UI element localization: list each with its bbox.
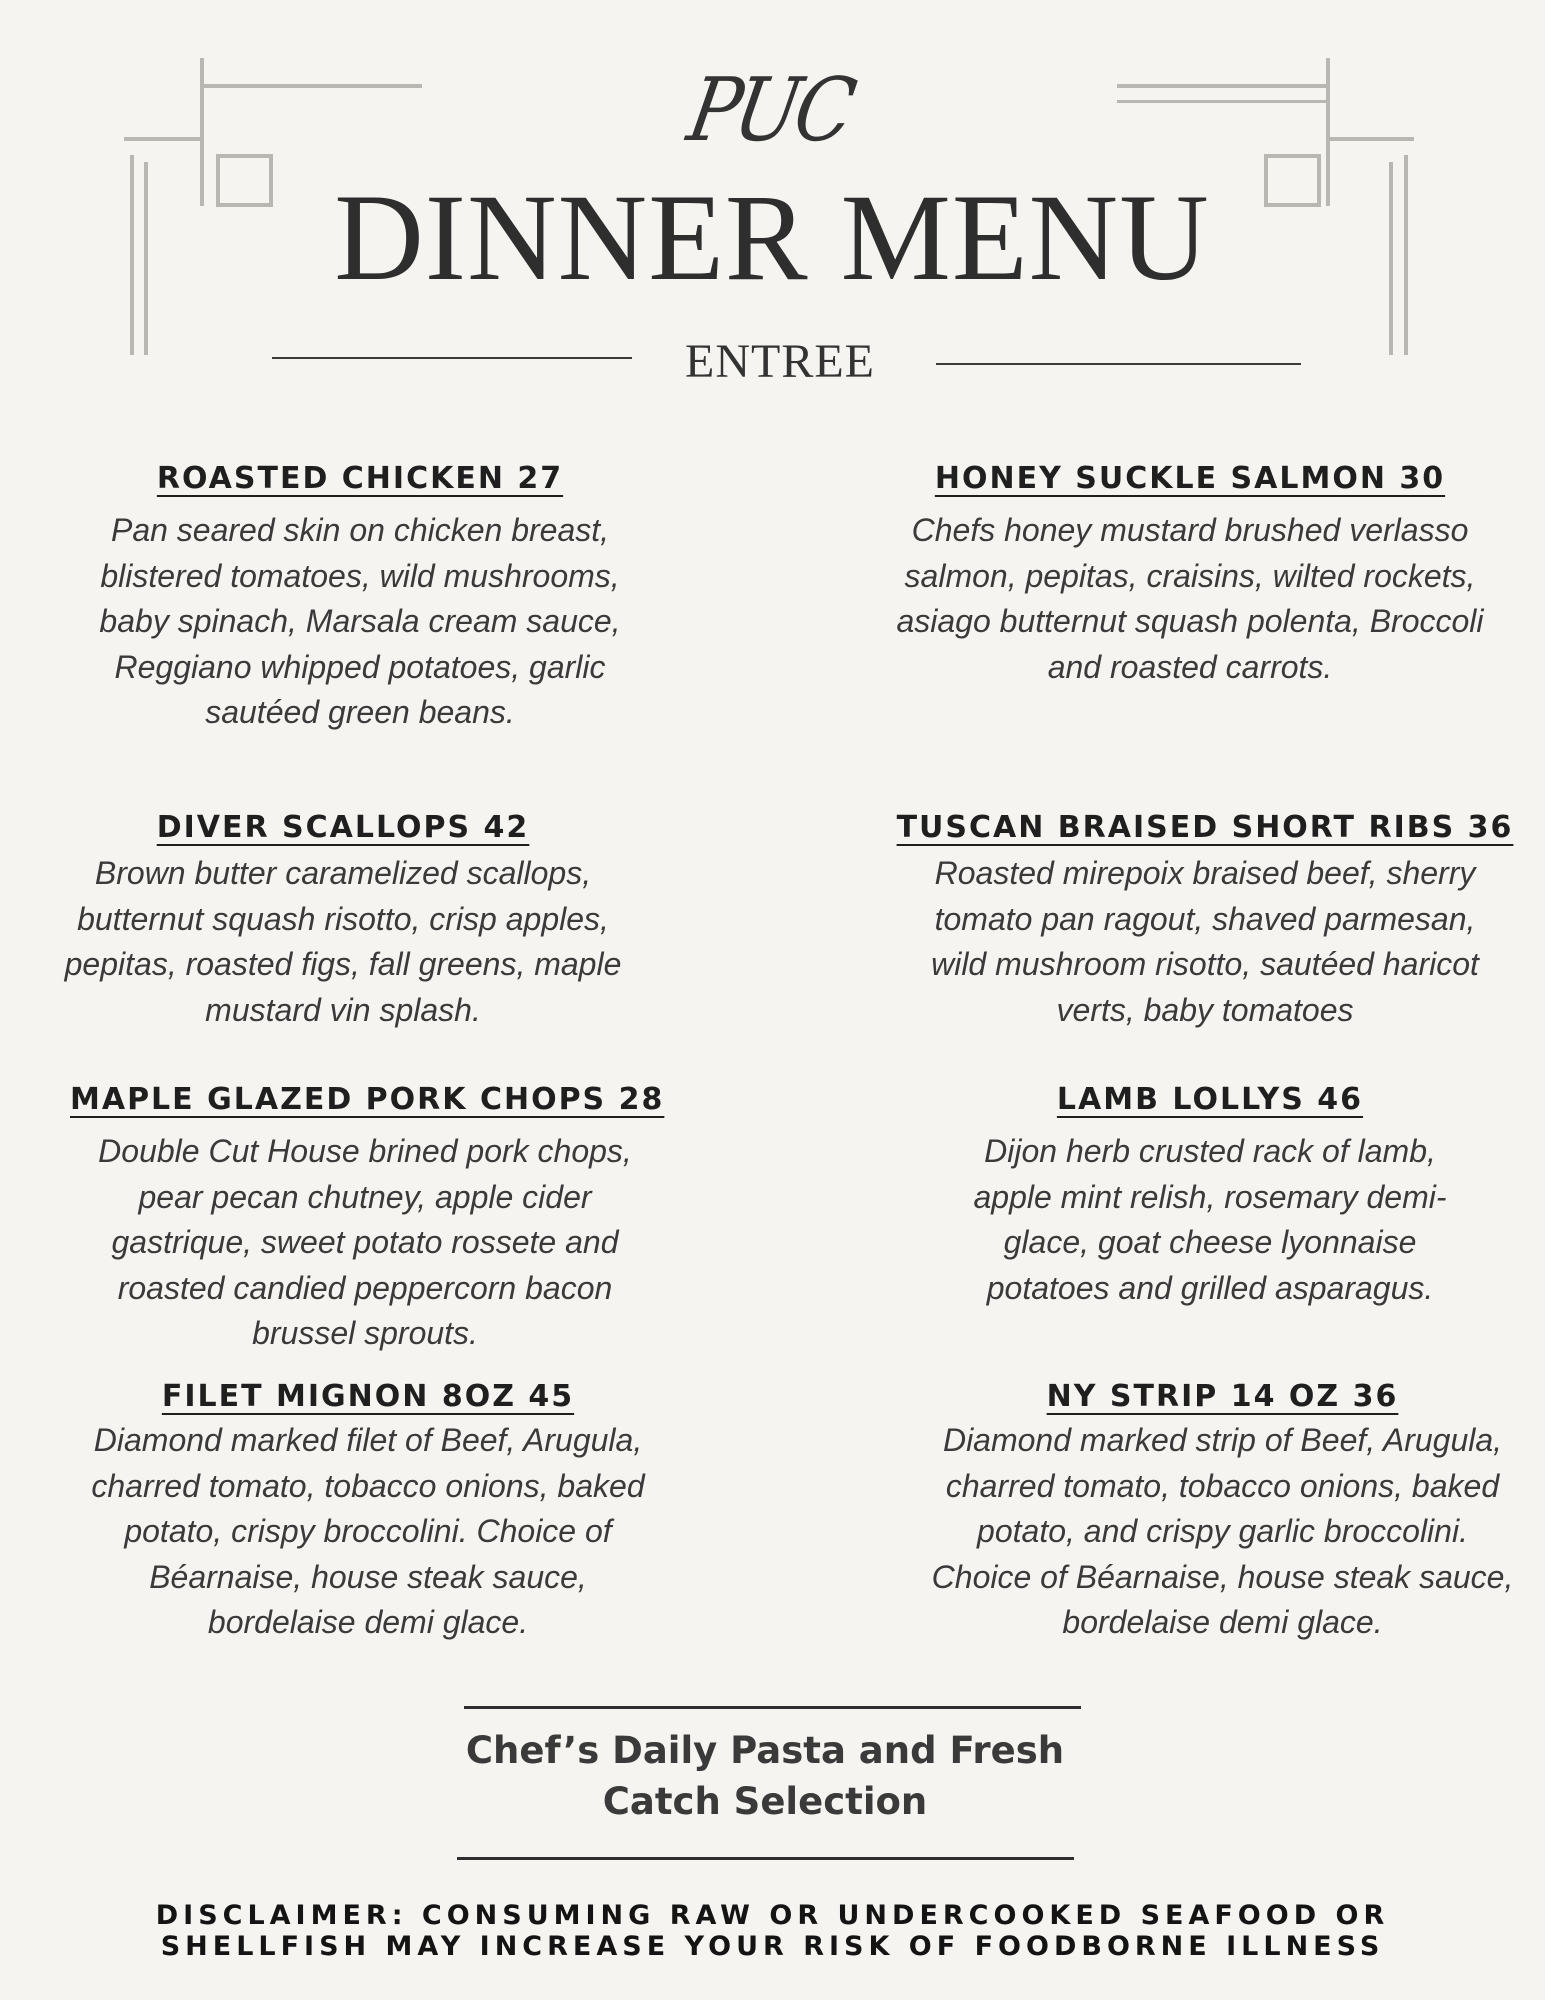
menu-item-description: Double Cut House brined pork chops, pear pecan chutney, apple cider gastrique, sweet potato rossete and roasted candied peppercorn bacon brussel sprouts.: [98, 1133, 632, 1351]
menu-item-name: DIVER SCALLOPS 42: [156, 810, 530, 845]
menu-item-filet-mignon: [73, 1378, 663, 1646]
menu-item-description: Pan seared skin on chicken breast, blistered tomatoes, wild mushrooms, baby spinach, Marsala cream sauce, Reggiano whipped potatoes, garlic sautéed green beans.: [99, 512, 621, 730]
menu-item-name: TUSCAN BRAISED SHORT RIBS 36: [896, 810, 1514, 845]
menu-item-name: NY STRIP 14 OZ 36: [1046, 1379, 1399, 1414]
menu-item-roasted-chicken: [80, 460, 640, 736]
menu-item-maple-glazed-pork-chops: [70, 1081, 665, 1357]
section-title-entree: ENTREE: [685, 335, 875, 388]
menu-item-ny-strip: [920, 1378, 1525, 1646]
menu-item-name: MAPLE GLAZED PORK CHOPS 28: [70, 1082, 665, 1117]
menu-item-description: Diamond marked strip of Beef, Arugula, charred tomato, tobacco onions, baked potato, and crispy garlic broccolini. Choice of Béarnaise, house steak sauce, bordelaise demi glace.: [931, 1422, 1514, 1640]
menu-item-name: LAMB LOLLYS 46: [1056, 1082, 1364, 1117]
menu-item-tuscan-braised-short-ribs: [895, 809, 1515, 1033]
menu-item-name: HONEY SUCKLE SALMON 30: [934, 461, 1446, 496]
menu-item-honey-suckle-salmon: [895, 460, 1485, 690]
menu-item-description: Brown butter caramelized scallops, butternut squash risotto, crisp apples, pepitas, roasted figs, fall greens, maple mustard vin splash.: [64, 855, 622, 1028]
restaurant-logo: PUC: [681, 58, 860, 161]
menu-item-name: FILET MIGNON 8OZ 45: [161, 1379, 575, 1414]
chefs-daily-selection: Chef’s Daily Pasta and Fresh Catch Selection: [465, 1729, 1065, 1823]
menu-item-description: Chefs honey mustard brushed verlasso salmon, pepitas, craisins, wilted rockets, asiago butternut squash polenta, Broccoli and roasted carrots.: [896, 512, 1484, 685]
subtitle-rule-right: [936, 363, 1301, 365]
menu-item-description: Roasted mirepoix braised beef, sherry tomato pan ragout, shaved parmesan, wild mushroom risotto, sautéed haricot verts, baby tomatoes: [931, 855, 1479, 1028]
menu-item-lamb-lollys: [920, 1081, 1500, 1311]
footer-rule-top: [464, 1706, 1081, 1709]
menu-item-diver-scallops: [48, 809, 638, 1033]
page-title: DINNER MENU: [334, 169, 1210, 306]
menu-item-name: ROASTED CHICKEN 27: [156, 461, 564, 496]
footer-rule-bottom: [457, 1857, 1074, 1860]
subtitle-rule-left: [272, 357, 632, 359]
menu-item-description: Dijon herb crusted rack of lamb, apple mint relish, rosemary demi-glace, goat cheese lyonnaise potatoes and grilled asparagus.: [973, 1133, 1447, 1306]
menu-item-description: Diamond marked filet of Beef, Arugula, charred tomato, tobacco onions, baked potato, crispy broccolini. Choice of Béarnaise, house steak sauce, bordelaise demi glace.: [91, 1422, 645, 1640]
disclaimer-text: DISCLAIMER: CONSUMING RAW OR UNDERCOOKED SEAFOOD OR SHELLFISH MAY INCREASE YOUR RISK OF FOODBORNE ILLNESS: [155, 1900, 1390, 1962]
